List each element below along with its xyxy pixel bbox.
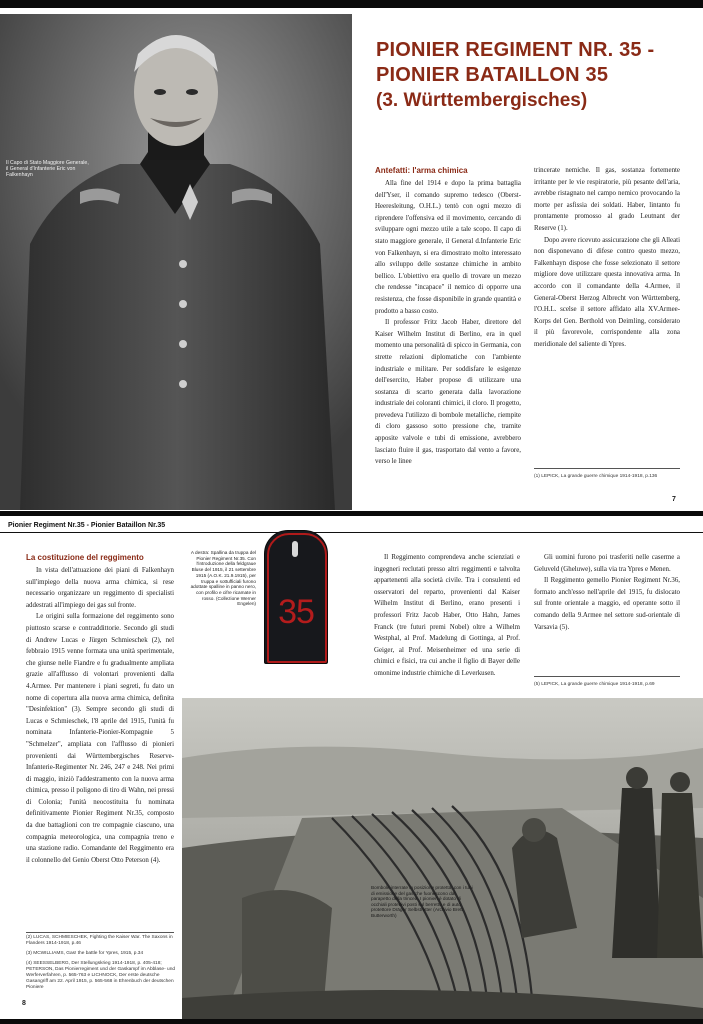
strap-number: 35 <box>278 593 314 631</box>
page1-column-2 <box>534 165 680 351</box>
paragraph: Il Reggimento gemello Pionier Regiment Nr.36, formato anch'esso nell'aprile del 1915, fu dislocato sul fronte orientale a maggio, ed operante sotto il comando della 9.Armee nel settore sud-orientale di Varsavia (5). <box>534 577 680 631</box>
paragraph: Il professor Fritz Jacob Haber, direttore del Kaiser Wilhelm Institut di Berlino, era in quel momento una personalità di spicco in Germania, con strette relazioni diplomatiche con l'ambiente industriale e militare. Per soddisfare le esigenze dell'esercito, Haber propose di utilizzare una sostanza di scarto generata dalla lavorazione industriale dei coloranti chimici, il cloro. Il progetto, prevedeva l'utilizzo di bombole metalliche, riempite di cloro gassoso sotto pressione che, tramite apposite valvole e tubi di emissione, avrebbero lasciato fluire il gas, trasportato dal vento a favore, verso le linee <box>375 319 521 466</box>
running-header: Pionier Regiment Nr.35 - Pionier Bataillon Nr.35 <box>8 522 166 529</box>
page-number: 7 <box>672 496 676 503</box>
footnotes <box>26 935 176 991</box>
strap-button-icon <box>292 541 298 557</box>
footnote: (2) LUCAS, SCHMIESCHEK, Fighting the Kaiser War. The Saxons in Flanders 1914-1918, p.46 <box>26 935 173 946</box>
footnote: (3) MCWILLIAMS, Gas! the battle for Ypres, 1915, p.34 <box>26 951 144 956</box>
paragraph: Il Reggimento comprendeva anche scienziati e ingegneri reclutati presso altri reggimenti e talvolta appartenenti alla società civile. Tra i consulenti ed osservatori del reparto, provenienti dal Kaiser Wilhelm Institut di Berlino, erano presenti i professori Fritz Jacob Haber, Otto Hahn, James Franck (tre futuri premi Nobel) oltre a Wilhelm Westphal, al Prof. Madelung di Gottinga, al Prof. Geiger, al Prof. Meisenheimer ed una serie di chimici e fisici, tra cui anche il figlio di Bayer delle omonime industrie chimiche di Leverkusen. <box>374 554 520 677</box>
portrait-caption: Il Capo di Stato Maggiore Generale, il General d'Infanterie Eric von Falkenhayn <box>6 160 89 179</box>
shoulder-strap-image <box>264 530 328 664</box>
paragraph: Gli uomini furono poi trasferiti nelle caserme a Geluveld (Gheluwe), sulla via tra Ypres e Menen. <box>534 554 680 573</box>
trench-photo <box>182 698 703 1024</box>
page-number: 8 <box>22 1000 26 1007</box>
paragraph: In vista dell'attuazione dei piani di Falkenhayn sull'impiego della nuova arma chimica, si rese necessario organizzare un reggimento di specialisti addestrati all'impiego dei gas sul fronte. <box>26 567 174 609</box>
paragraph: trincerate nemiche. Il gas, sostanza fortemente irritante per le vie respiratorie, più pesante dell'aria, avrebbe ristagnato nel campo nemico provocando la morte per asfissia dei soldati. Haber, lintanto fu prontamente promosso al grado Leutnant der Reserve (1). <box>534 167 680 232</box>
page2-column-2 <box>374 552 520 680</box>
top-border <box>0 0 703 8</box>
footnote: (5) LEPICK, La grande guerre chimique 1914-1918, p.69 <box>534 682 655 687</box>
section-heading-antefatti: Antefatti: l'arma chimica <box>375 166 468 175</box>
footnote-rule <box>26 932 174 933</box>
page2-column-1 <box>26 552 174 866</box>
portrait-photo <box>0 14 352 510</box>
page1-column-1 <box>375 165 521 468</box>
paragraph: Alla fine del 1914 e dopo la prima battaglia dell'Yser, il comando supremo tedesco (Oberst-Heeresleitung, O.H.L.) tentò con ogni mezzo di riprendere l'offensiva ed il movimento, cercando di sviluppare ogni mezzo utile a tale scopo. Il capo di stato maggiore generale, il General d.Infanterie Eric von Falkenhayn, si era dimostrato molto interessato allo sviluppo delle sostanze chimiche in ambito bellico. L'obiettivo era quello di trovare un mezzo che rendesse "incapace" il nemico di opporre una resistenza, che fosse disponibile in grande quantità e prodotto a basso costo. <box>375 180 521 315</box>
paragraph: Le origini sulla formazione del reggimento sono piuttosto scarse e contraddittorie. Secondo gli studi di Andrew Lucas e Jürgen Schmieschek (2), nel febbraio 1915 venne formata una unità sperimentale, che giunse nelle Fiandre e fu gradualmente ampliata grazie all'afflusso di volontari provenienti dalla 4.Armee. Per mantenere i piani segreti, fu dato un nome di copertura alla nuova arma chimica, definita "Desinfektion" (3). Sempre secondo gli studi di Lucas e Schmieschek, l'8 aprile del 1915, l'unità fu nominata Infanterie-Pionier-Kompagnie 5 "Schmelzer", ampliata con l'afflusso di pionieri provenienti dai Württembergisches Reserve-Infanterie-Regimenter Nr. 246, 247 e 248. Nei primi di maggio, iniziò l'addestramento con la nuova arma chimica, presso il poligono di tiro di Wahn, nei pressi di Colonia; l'unità neocostituita fu nominata definitivamente Pionier Regiment Nr.35, composto da due battaglioni con tre compagnie ciascuno, una compagnia meteorologica, una compagnia treno e una stazione radio. Comandante del Reggimento era il colonnello del Genio Oberst Otto Peterson (4). <box>26 613 174 864</box>
trench-photo-caption: Bombole interrate in posizione protetta, con i tubi di emissione del gas che fuoriescono dal parapetto della trincea. I pionieri è dotato di occhiali protettivi posti sul berretto e di auto protettore Dräger Selbstretter (Archivio Brett Butterworth) <box>371 885 473 918</box>
header-rule <box>0 532 703 533</box>
page-8 <box>0 516 703 1024</box>
paragraph: Dopo avere ricevuto assicurazione che gli Alleati non disponevano di difese contro questo mezzo, Falkenhayn dispose che fosse selezionato il settore migliore dove utilizzare questa innovativa arma. In accordo con il comandante della 4.Armee, il General-Oberst Herzog Albrecht von Württemberg, l'O.H.L. scelse il settore affidato alla XV.Armee-Korps del Gen. Berthold von Deimling, considerato il più favorevole, corrispondente alla zona meridionale del saliente di Ypres. <box>534 236 680 348</box>
footnote-rule <box>534 676 680 677</box>
footnote: (1) LEPICK, La grande guerre chimique 1914-1918, p.136 <box>534 474 658 479</box>
bottom-border <box>0 1019 703 1024</box>
footnote-rule <box>534 468 680 469</box>
title-line-2: PIONIER BATAILLON 35 <box>376 64 609 86</box>
section-heading-costituzione: La costituzione del reggimento <box>26 553 144 562</box>
page2-column-3 <box>534 552 680 633</box>
title-line-3: (3. Württembergisches) <box>376 90 588 111</box>
article-title <box>376 38 696 113</box>
title-line-1: PIONIER REGIMENT NR. 35 - <box>376 39 655 61</box>
gas-cylinders-trench-illustration <box>182 698 703 1024</box>
falkenhayn-portrait-illustration <box>0 14 352 510</box>
footnote: (4) SEESSELBERG, Der Stellungskrieg 1914-1918, p. 405-418; PETERSON, Das Pionierregiment und der Gaskampf im Abblase- und Werferverfahren, p. 565-763 e LICHNOCK, Der erste deutsche Gasangriff am 22. April 1915, p. 565-568 in Ehrenbuch der deutschen Pioniere <box>26 961 176 990</box>
shoulder-strap-caption: A destra: Spallina da truppa del Pionier Regiment Nr.35. Con l'introduzione della feldgraue Bluse del 1915, il 21 settembre 1915 (A.O.K. 21.9.1915), per truppa e sottufficiali furono adottate spalline in panno nero, con profilo e cifre ricamate in rosso. (Collezione Werner Engelen) <box>190 550 256 607</box>
